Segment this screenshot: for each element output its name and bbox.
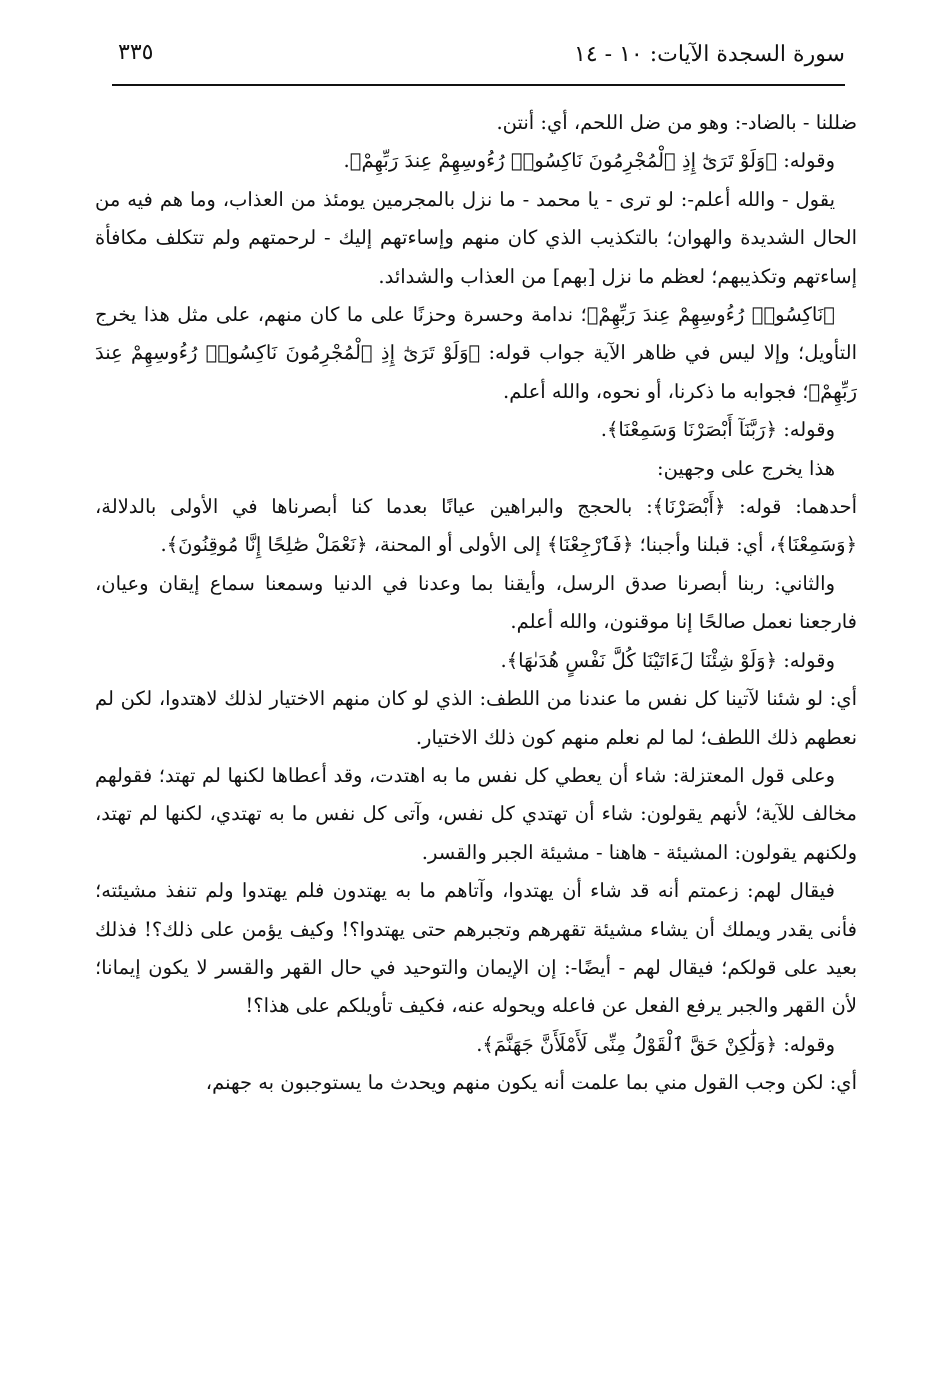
paragraph: وقوله: ﴿وَلَوْ شِئْنَا لَءَاتَيْنَا كُلَّ نَفْسٍ هُدَىٰهَا﴾. xyxy=(500,648,835,672)
paragraph: والثاني: ربنا أبصرنا صدق الرسل، وأيقنا بما وعدنا في الدنيا وسمعنا سماع إيقان وعيان، فارجعنا نعمل صالحًا إنا موقنون، والله أعلم. xyxy=(95,571,857,634)
page-header xyxy=(112,38,845,86)
paragraph: وقوله: ﴿وَلَوْ تَرَىٰٓ إِذِ ٱلْمُجْرِمُونَ نَاكِسُوا۟ رُءُوسِهِمْ عِندَ رَبِّهِمْ﴾. xyxy=(343,149,835,173)
paragraph: ﴿نَاكِسُوا۟ رُءُوسِهِمْ عِندَ رَبِّهِمْ﴾؛ ندامة وحسرة وحزنًا على ما كان منهم، على مثل هذا يخرج التأويل؛ وإلا ليس في ظاهر الآية جواب قوله: ﴿وَلَوْ تَرَىٰٓ إِذِ ٱلْمُجْرِمُونَ نَاكِسُوا۟ رُءُوسِهِمْ عِندَ رَبِّهِمْ﴾؛ فجوابه ما ذكرنا، أو نحوه، والله أعلم. xyxy=(95,303,857,403)
paragraph: وعلى قول المعتزلة: شاء أن يعطي كل نفس ما به اهتدت، وقد أعطاها لكنها لم تهتد؛ فقولهم مخالف للآية؛ لأنهم يقولون: شاء أن تهتدي كل نفس، وآتى كل نفس ما به تهتدي، لكنها لم تهتد، ولكنهم يقولون: المشيئة - هاهنا - مشيئة الجبر والقسر. xyxy=(95,763,857,864)
paragraph: هذا يخرج على وجهين: xyxy=(657,456,835,480)
running-title: سورة السجدة الآيات: ١٠ - ١٤ xyxy=(574,42,845,67)
paragraph: أي: لو شئنا لآتينا كل نفس ما عندنا من اللطف: الذي لو كان منهم الاختيار لذلك لاهتدوا، لكن لم نعطهم ذلك اللطف؛ لما لم نعلم منهم كون ذلك الاختيار. xyxy=(95,687,857,749)
paragraph: وقوله: ﴿رَبَّنَآ أَبْصَرْنَا وَسَمِعْنَا﴾. xyxy=(600,418,835,442)
paragraph: أي: لكن وجب القول مني بما علمت أنه يكون منهم ويحدث ما يستوجبون به جهنم، xyxy=(205,1071,857,1095)
paragraph: ضللنا - بالضاد-: وهو من ضل اللحم، أي: أنتن. xyxy=(496,111,857,134)
paragraph: يقول - والله أعلم-: لو ترى - يا محمد - ما نزل بالمجرمين يومئذ من العذاب، وما هم فيه من الحال الشديدة والهوان؛ بالتكذيب الذي كان منهم وإساءتهم إليك - لرحمتهم ولم تتكلف مكافأة إساءتهم وتكذيبهم؛ لعظم ما نزل [بهم] من العذاب والشدائد. xyxy=(95,187,857,288)
body-text xyxy=(95,104,857,1103)
page-number: ٣٣٥ xyxy=(118,40,154,65)
paragraph: فيقال لهم: زعمتم أنه قد شاء أن يهتدوا، وآتاهم ما به يهتدون فلم يهتدوا ولم تنفذ مشيئته؛ فأنى يقدر ويملك أن يشاء مشيئة تقهرهم وتجبرهم حتى يهتدوا؟! وكيف يؤمن على ذلك؟! فذلك بعيد على قولكم؛ فيقال لهم - أيضًا-: إن الإيمان والتوحيد في حال القهر والقسر لا يكون إيمانا؛ لأن القهر والجبر يرفع الفعل عن فاعله ويحوله عنه، فكيف تأويلكم على هذا؟! xyxy=(95,879,857,1018)
paragraph: أحدهما: قوله: ﴿أَبْصَرْنَا﴾: بالحجج والبراهين عيانًا بعدما كنا أبصرناها في الأولى بالدلالة، ﴿وَسَمِعْنَا﴾، أي: قبلنا وأجبنا؛ ﴿فَٱرْجِعْنَا﴾ إلى الأولى أو المحنة، ﴿نَعْمَلْ صَٰلِحًا إِنَّا مُوقِنُونَ﴾. xyxy=(95,495,857,557)
paragraph: وقوله: ﴿وَلَٰكِنْ حَقَّ ٱلْقَوْلُ مِنِّى لَأَمْلَأَنَّ جَهَنَّمَ﴾. xyxy=(476,1032,835,1056)
